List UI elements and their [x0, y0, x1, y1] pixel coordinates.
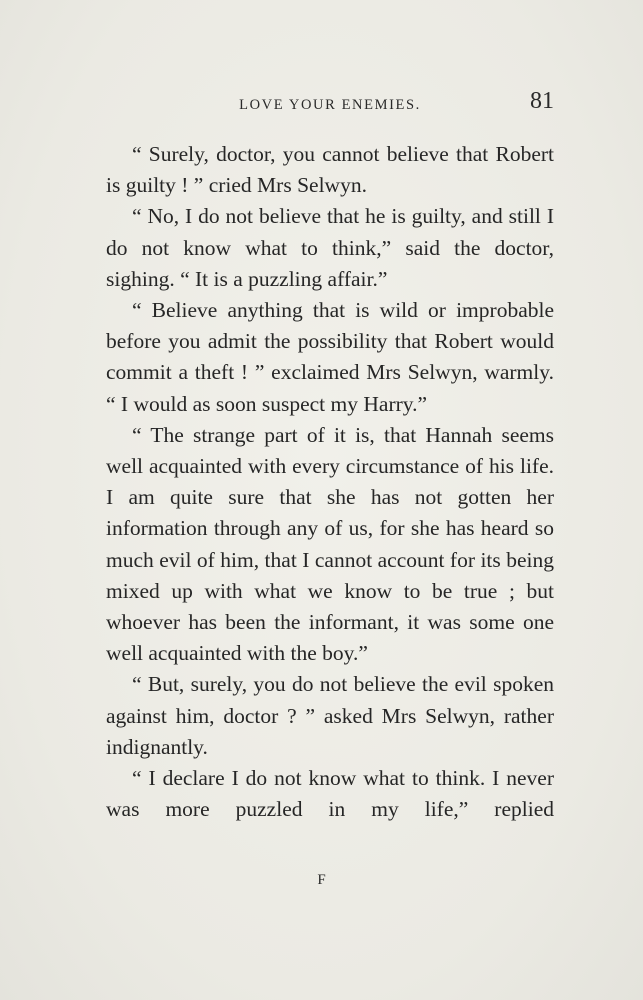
paragraph-5: “ But, surely, you do not believe the evil spoken against him, doctor ? ” asked Mrs Selwyn, rather indignantly.	[106, 672, 554, 759]
paragraph-1: “ Surely, doctor, you cannot believe that Robert is guilty ! ” cried Mrs Selwyn.	[106, 142, 554, 198]
running-head: LOVE YOUR ENEMIES.	[239, 97, 421, 113]
page-header	[106, 88, 554, 124]
paragraph-6: “ I declare I do not know what to think. I never was more puzzled in my life,” replied	[106, 766, 554, 822]
paragraph-3: “ Believe anything that is wild or improbable before you admit the possibility that Robert would commit a theft ! ” exclaimed Mrs Selwyn, warmly. “ I would as soon suspect my Harry.”	[106, 298, 554, 416]
page-number: 81	[530, 88, 554, 114]
paragraph-4: “ The strange part of it is, that Hannah seems well acquainted with every circumstance of his life. I am quite sure that she has not gotten her information through any of us, for she has heard so much evil of him, that I cannot account for its being mixed up with what we know to be true ; but whoever has been the informant, it was some one well acquainted with the boy.”	[106, 422, 554, 666]
signature-mark: F	[317, 872, 326, 888]
body-text	[106, 139, 554, 825]
paragraph-2: “ No, I do not believe that he is guilty, and still I do not know what to think,” said the doctor, sighing. “ It is a puzzling affair.”	[106, 204, 554, 291]
